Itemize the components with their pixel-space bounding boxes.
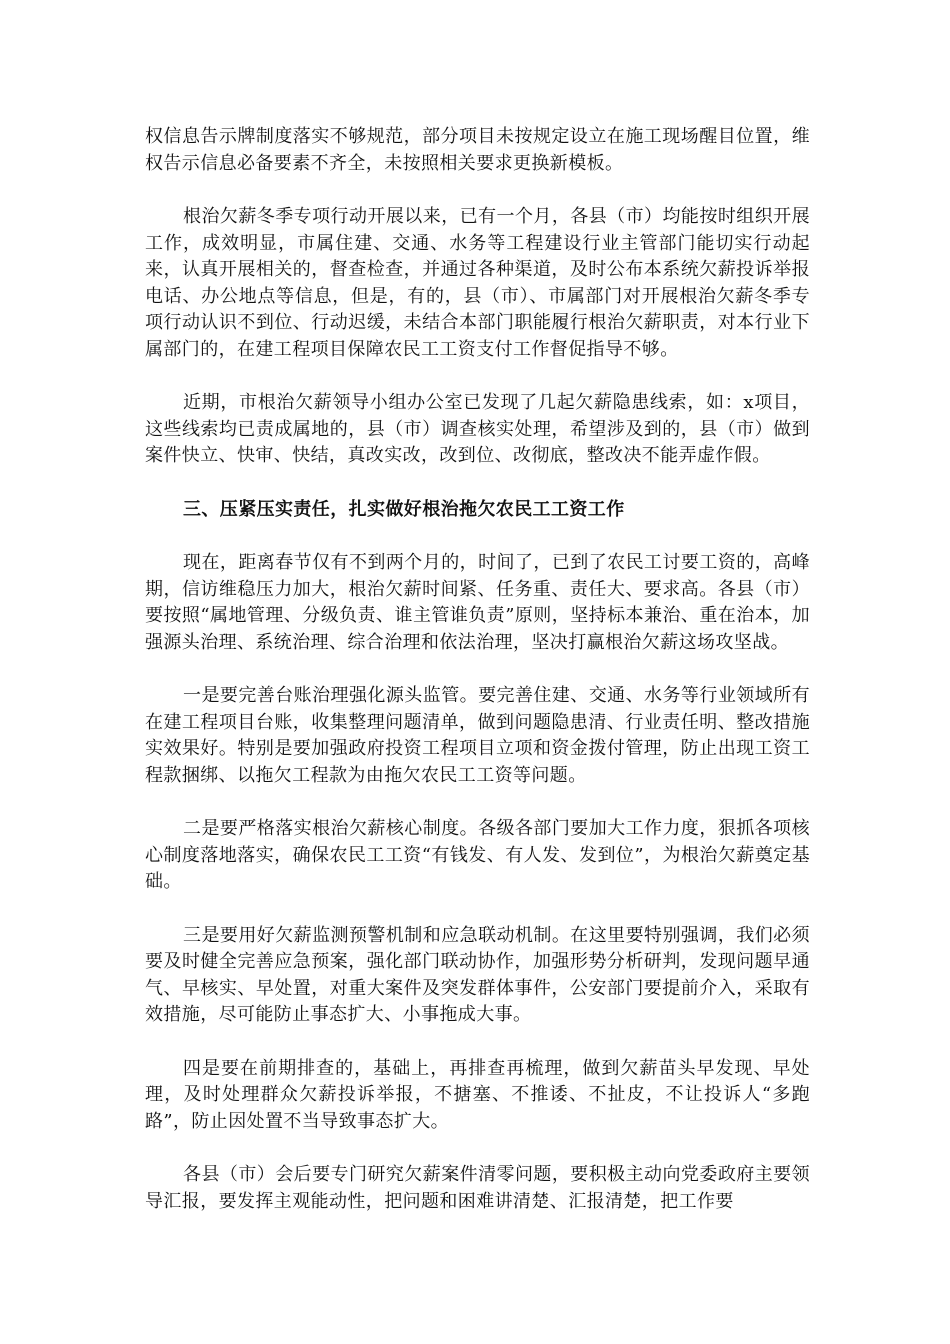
paragraph-campaign-progress: 根治欠薪冬季专项行动开展以来，已有一个月，各县（市）均能按时组织开展工作，成效明显，市属住建、交通、水务等工程建设行业主管部门能切实行动起来，认真开展相关的，督查检查，并通过各种渠道，及时公布本系统欠薪投诉举报电话、办公地点等信息，但是，有的，县（市）、市属部门对开展根治欠薪冬季专项行动认识不到位、行动迟缓，未结合本部门职能履行根治欠薪职责，对本行业下属部门的，在建工程项目保障农民工工资支付工作督促指导不够。 [145,206,810,360]
paragraph-point-three: 三是要用好欠薪监测预警机制和应急联动机制。在这里要特别强调，我们必须要及时健全完善应急预案，强化部门联动协作，加强形势分析研判，发现问题早通气、早核实、早处置，对重大案件及突发群体事件，公安部门要提前介入，采取有效措施，尽可能防止事态扩大、小事拖成大事。 [145,924,810,1025]
document-page [145,124,810,1242]
paragraph-point-one: 一是要完善台账治理强化源头监管。要完善住建、交通、水务等行业领域所有在建工程项目台账，收集整理问题清单，做到问题隐患清、行业责任明、整改措施实效果好。特别是要加强政府投资工程项目立项和资金拨付管理，防止出现工资工程款捆绑、以拖欠工程款为由拖欠农民工工资等问题。 [145,685,810,786]
paragraph-closing: 各县（市）会后要专门研究欠薪案件清零问题，要积极主动向党委政府主要领导汇报，要发挥主观能动性，把问题和困难讲清楚、汇报清楚，把工作要 [145,1164,810,1212]
section-heading: 三、压紧压实责任，扎实做好根治拖欠农民工工资工作 [183,498,625,520]
paragraph-spring-festival: 现在，距离春节仅有不到两个月的，时间了，已到了农民工讨要工资的，高峰期，信访维稳压力加大，根治欠薪时间紧、任务重、责任大、要求高。各县（市）要按照“属地管理、分级负责、谁主管谁负责”原则，坚持标本兼治、重在治本，加强源头治理、系统治理、综合治理和依法治理，坚决打赢根治欠薪这场攻坚战。 [145,552,810,653]
paragraph-point-four: 四是要在前期排查的，基础上，再排查再梳理，做到欠薪苗头早发现、早处理，及时处理群众欠薪投诉举报，不搪塞、不推诿、不扯皮，不让投诉人“多跑路”，防止因处置不当导致事态扩大。 [145,1057,810,1132]
paragraph-point-two: 二是要严格落实根治欠薪核心制度。各级各部门要加大工作力度，狠抓各项核心制度落地落实，确保农民工工资“有钱发、有人发、发到位”，为根治欠薪奠定基础。 [145,818,810,892]
paragraph-recent-clues: 近期，市根治欠薪领导小组办公室已发现了几起欠薪隐患线索，如：x项目，这些线索均已责成属地的，县（市）调查核实处理，希望涉及到的，县（市）做到案件快立、快审、快结，真改实改，改到位、改彻底，整改决不能弄虚作假。 [145,392,810,466]
paragraph-continued: 权信息告示牌制度落实不够规范，部分项目未按规定设立在施工现场醒目位置，维权告示信息必备要素不齐全，未按照相关要求更换新模板。 [145,126,810,174]
